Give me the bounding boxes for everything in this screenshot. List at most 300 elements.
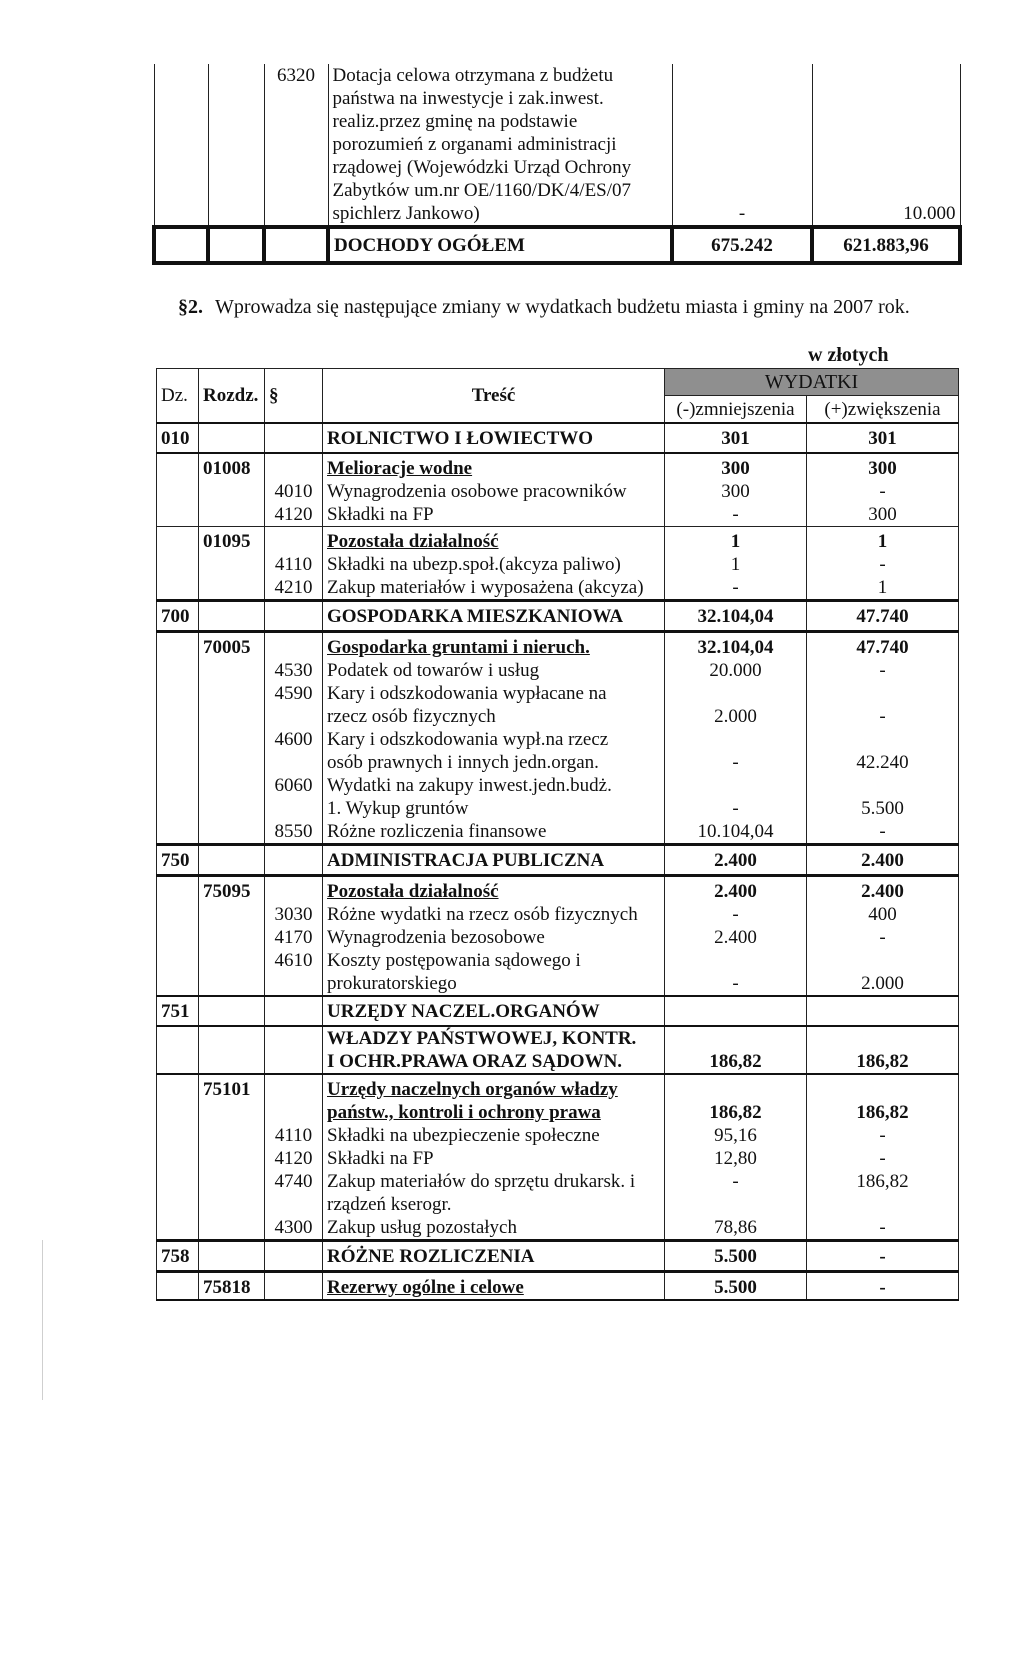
cell-tresc: I OCHR.PRAWA ORAZ SĄDOWN. xyxy=(323,1050,665,1074)
cell-minus xyxy=(665,682,807,705)
cell-rozdz xyxy=(199,480,265,503)
cell-dz xyxy=(154,202,208,227)
cell-plus xyxy=(807,1193,959,1216)
cell-plus xyxy=(812,64,960,87)
cell-tresc: Zakup materiałów i wyposażena (akcyza) xyxy=(323,576,665,601)
cell-rozdz: 01095 xyxy=(199,527,265,554)
cell-plus xyxy=(812,179,960,202)
table-row xyxy=(157,949,959,972)
cell-tresc: GOSPODARKA MIESZKANIOWA xyxy=(323,601,665,632)
cell-minus xyxy=(665,949,807,972)
cell-rozdz: 75818 xyxy=(199,1272,265,1301)
paragraph-mark: §2. xyxy=(178,296,203,318)
cell-tresc: Pozostała działalność xyxy=(323,876,665,904)
cell-rozdz xyxy=(199,659,265,682)
cell-tresc: Zabytków um.nr OE/1160/DK/4/ES/07 xyxy=(328,179,672,202)
paragraph-2 xyxy=(178,296,910,319)
cell-dz xyxy=(157,876,199,904)
cell-plus: - xyxy=(807,1147,959,1170)
table-row xyxy=(157,576,959,601)
table-row xyxy=(154,110,960,133)
cell-dz xyxy=(157,1050,199,1074)
cell-minus: - xyxy=(665,1170,807,1193)
cell-tresc: Kary i odszkodowania wypłacane na xyxy=(323,682,665,705)
cell-rozdz xyxy=(199,1241,265,1272)
cell-paragraph xyxy=(265,601,323,632)
table-row xyxy=(154,87,960,110)
cell-dz xyxy=(154,227,208,263)
cell-dz xyxy=(157,820,199,845)
cell-minus: 32.104,04 xyxy=(665,601,807,632)
cell-tresc: Koszty postępowania sądowego i xyxy=(323,949,665,972)
cell-plus: 5.500 xyxy=(807,797,959,820)
table-row xyxy=(154,133,960,156)
cell-plus: 2.400 xyxy=(807,876,959,904)
cell-tresc: państw., kontroli i ochrony prawa xyxy=(323,1101,665,1124)
cell-paragraph xyxy=(265,845,323,876)
cell-tresc: Wydatki na zakupy inwest.jedn.budż. xyxy=(323,774,665,797)
cell-rozdz: 70005 xyxy=(199,632,265,660)
cell-rozdz xyxy=(208,202,264,227)
cell-minus: - xyxy=(665,972,807,996)
cell-paragraph: 4010 xyxy=(265,480,323,503)
cell-rozdz xyxy=(199,903,265,926)
cell-minus: 300 xyxy=(665,480,807,503)
header-wydatki: WYDATKI xyxy=(665,369,959,396)
cell-plus xyxy=(812,110,960,133)
chapter-row xyxy=(157,527,959,554)
cell-minus: 1 xyxy=(665,553,807,576)
cell-plus xyxy=(807,1074,959,1101)
cell-tresc: Składki na ubezp.społ.(akcyza paliwo) xyxy=(323,553,665,576)
cell-plus xyxy=(812,133,960,156)
cell-rozdz xyxy=(208,133,264,156)
cell-dz: 700 xyxy=(157,601,199,632)
table-row xyxy=(157,682,959,705)
cell-tresc: Podatek od towarów i usług xyxy=(323,659,665,682)
table-row xyxy=(157,820,959,845)
cell-minus: 12,80 xyxy=(665,1147,807,1170)
cell-minus: 78,86 xyxy=(665,1216,807,1241)
cell-rozdz xyxy=(208,227,264,263)
cell-paragraph xyxy=(265,632,323,660)
cell-paragraph xyxy=(265,797,323,820)
cell-minus: - xyxy=(665,797,807,820)
cell-dz xyxy=(157,1216,199,1241)
cell-rozdz xyxy=(199,820,265,845)
cell-tresc: Składki na ubezpieczenie społeczne xyxy=(323,1124,665,1147)
cell-plus: - xyxy=(807,1216,959,1241)
cell-rozdz xyxy=(199,682,265,705)
section-row xyxy=(157,423,959,453)
cell-tresc: Gospodarka gruntami i nieruch. xyxy=(323,632,665,660)
cell-dz xyxy=(157,1101,199,1124)
cell-paragraph: 4120 xyxy=(265,503,323,527)
cell-rozdz xyxy=(199,1101,265,1124)
table-row xyxy=(157,926,959,949)
cell-minus: - xyxy=(672,202,812,227)
cell-dz xyxy=(154,87,208,110)
header-minus: (-)zmniejszenia xyxy=(665,396,807,424)
cell-rozdz xyxy=(199,751,265,774)
table-row xyxy=(157,797,959,820)
cell-tresc: państwa na inwestycje i zak.inwest. xyxy=(328,87,672,110)
cell-paragraph: 4110 xyxy=(265,553,323,576)
cell-tresc: Zakup usług pozostałych xyxy=(323,1216,665,1241)
cell-dz xyxy=(157,659,199,682)
cell-dz xyxy=(157,972,199,996)
cell-dz xyxy=(157,797,199,820)
cell-rozdz xyxy=(199,601,265,632)
cell-dz xyxy=(157,728,199,751)
cell-plus: - xyxy=(807,1124,959,1147)
revenue-table-fragment xyxy=(152,64,962,265)
cell-plus: 47.740 xyxy=(807,601,959,632)
table-row xyxy=(157,728,959,751)
cell-minus: 2.400 xyxy=(665,845,807,876)
section-row xyxy=(157,601,959,632)
cell-rozdz xyxy=(208,179,264,202)
cell-dz xyxy=(157,926,199,949)
cell-paragraph xyxy=(265,1241,323,1272)
cell-minus: 95,16 xyxy=(665,1124,807,1147)
chapter-row xyxy=(157,632,959,660)
cell-tresc: 1. Wykup gruntów xyxy=(323,797,665,820)
chapter-row xyxy=(157,1074,959,1101)
cell-paragraph xyxy=(265,996,323,1026)
cell-paragraph xyxy=(265,1074,323,1101)
cell-rozdz xyxy=(199,1124,265,1147)
cell-minus: 1 xyxy=(665,527,807,554)
cell-plus: 1 xyxy=(807,527,959,554)
header-paragraph: § xyxy=(265,369,323,424)
cell-paragraph xyxy=(264,110,328,133)
cell-minus: - xyxy=(665,751,807,774)
cell-rozdz: 75095 xyxy=(199,876,265,904)
cell-plus: 186,82 xyxy=(807,1050,959,1074)
cell-plus xyxy=(807,774,959,797)
cell-plus: 300 xyxy=(807,503,959,527)
cell-plus: 2.400 xyxy=(807,845,959,876)
cell-paragraph xyxy=(265,1272,323,1301)
table-row xyxy=(157,1124,959,1147)
cell-tresc: porozumień z organami administracji xyxy=(328,133,672,156)
cell-minus xyxy=(672,133,812,156)
header-rozdz: Rozdz. xyxy=(199,369,265,424)
header-tresc: Treść xyxy=(323,369,665,424)
table-row xyxy=(157,480,959,503)
cell-dz xyxy=(157,1272,199,1301)
cell-dz xyxy=(154,156,208,179)
cell-paragraph: 4610 xyxy=(265,949,323,972)
table-row xyxy=(157,903,959,926)
cell-rozdz xyxy=(199,1170,265,1193)
cell-paragraph xyxy=(265,705,323,728)
cell-rozdz xyxy=(199,774,265,797)
cell-minus: 5.500 xyxy=(665,1272,807,1301)
cell-paragraph xyxy=(264,156,328,179)
cell-rozdz xyxy=(199,576,265,601)
cell-tresc: rzecz osób fizycznych xyxy=(323,705,665,728)
cell-tresc: Różne wydatki na rzecz osób fizycznych xyxy=(323,903,665,926)
cell-tresc: Dotacja celowa otrzymana z budżetu xyxy=(328,64,672,87)
cell-plus xyxy=(807,949,959,972)
cell-dz: 010 xyxy=(157,423,199,453)
cell-tresc: Kary i odszkodowania wypł.na rzecz xyxy=(323,728,665,751)
cell-minus: - xyxy=(665,903,807,926)
cell-tresc: Urzędy naczelnych organów władzy xyxy=(323,1074,665,1101)
table-row xyxy=(157,774,959,797)
cell-plus xyxy=(812,156,960,179)
cell-tresc: ADMINISTRACJA PUBLICZNA xyxy=(323,845,665,876)
cell-dz xyxy=(154,179,208,202)
cell-plus: 1 xyxy=(807,576,959,601)
cell-dz xyxy=(157,527,199,554)
cell-tresc: Składki na FP xyxy=(323,1147,665,1170)
cell-paragraph: 6060 xyxy=(265,774,323,797)
cell-rozdz xyxy=(199,503,265,527)
cell-rozdz xyxy=(199,996,265,1026)
section-row xyxy=(157,996,959,1026)
cell-rozdz xyxy=(199,845,265,876)
cell-plus: - xyxy=(807,480,959,503)
cell-tresc: URZĘDY NACZEL.ORGANÓW xyxy=(323,996,665,1026)
cell-dz: 758 xyxy=(157,1241,199,1272)
chapter-row xyxy=(157,1272,959,1301)
cell-rozdz xyxy=(199,1147,265,1170)
cell-tresc: ROLNICTWO I ŁOWIECTWO xyxy=(323,423,665,453)
table-row xyxy=(157,503,959,527)
cell-minus xyxy=(672,87,812,110)
cell-minus xyxy=(665,1193,807,1216)
cell-dz xyxy=(157,632,199,660)
cell-tresc: RÓŻNE ROZLICZENIA xyxy=(323,1241,665,1272)
cell-paragraph: 4300 xyxy=(265,1216,323,1241)
cell-dz xyxy=(157,1026,199,1050)
cell-paragraph xyxy=(265,1026,323,1050)
unit-label: w złotych xyxy=(808,344,889,366)
table-row xyxy=(157,553,959,576)
cell-paragraph xyxy=(265,453,323,480)
cell-plus: - xyxy=(807,1241,959,1272)
expenditure-table xyxy=(156,368,959,1301)
header-dz: Dz. xyxy=(157,369,199,424)
cell-rozdz xyxy=(199,1050,265,1074)
cell-dz xyxy=(157,1170,199,1193)
cell-rozdz: 75101 xyxy=(199,1074,265,1101)
section-row xyxy=(157,845,959,876)
cell-dz xyxy=(157,1074,199,1101)
total-row xyxy=(154,227,960,263)
cell-rozdz xyxy=(199,1216,265,1241)
cell-minus: 20.000 xyxy=(665,659,807,682)
cell-minus: 10.104,04 xyxy=(665,820,807,845)
cell-rozdz xyxy=(199,705,265,728)
cell-paragraph: 4600 xyxy=(265,728,323,751)
table-row xyxy=(157,1147,959,1170)
cell-paragraph xyxy=(265,423,323,453)
chapter-row xyxy=(157,876,959,904)
cell-minus: 5.500 xyxy=(665,1241,807,1272)
table-row xyxy=(154,64,960,87)
section-row-continued xyxy=(157,1026,959,1050)
paragraph-text: Wprowadza się następujące zmiany w wydatkach budżetu miasta i gminy na 2007 rok. xyxy=(215,296,910,318)
cell-dz: 751 xyxy=(157,996,199,1026)
cell-dz xyxy=(157,1193,199,1216)
cell-paragraph xyxy=(265,972,323,996)
cell-paragraph xyxy=(265,527,323,554)
cell-tresc: Pozostała działalność xyxy=(323,527,665,554)
cell-minus xyxy=(672,64,812,87)
cell-plus xyxy=(807,1026,959,1050)
cell-tresc: Zakup materiałów do sprzętu drukarsk. i xyxy=(323,1170,665,1193)
cell-plus xyxy=(807,682,959,705)
cell-tresc: osób prawnych i innych jedn.organ. xyxy=(323,751,665,774)
cell-plus: - xyxy=(807,820,959,845)
section-row xyxy=(157,1241,959,1272)
cell-tresc: rządowej (Wojewódzki Urząd Ochrony xyxy=(328,156,672,179)
chapter-row xyxy=(157,453,959,480)
cell-rozdz xyxy=(199,797,265,820)
cell-minus xyxy=(665,1026,807,1050)
cell-dz xyxy=(154,133,208,156)
cell-dz xyxy=(157,751,199,774)
cell-minus xyxy=(672,110,812,133)
cell-minus xyxy=(665,1074,807,1101)
cell-rozdz xyxy=(208,87,264,110)
table-row xyxy=(157,1170,959,1193)
cell-minus xyxy=(665,996,807,1026)
cell-plus: - xyxy=(807,926,959,949)
cell-paragraph xyxy=(264,179,328,202)
cell-paragraph xyxy=(264,202,328,227)
cell-tresc: Melioracje wodne xyxy=(323,453,665,480)
cell-dz xyxy=(157,705,199,728)
cell-dz xyxy=(157,903,199,926)
cell-paragraph xyxy=(265,876,323,904)
cell-plus: 301 xyxy=(807,423,959,453)
cell-paragraph: 4530 xyxy=(265,659,323,682)
cell-minus: 2.000 xyxy=(665,705,807,728)
header-plus: (+)zwiększenia xyxy=(807,396,959,424)
cell-dz xyxy=(154,110,208,133)
cell-paragraph: 4590 xyxy=(265,682,323,705)
cell-minus: 2.400 xyxy=(665,926,807,949)
cell-rozdz xyxy=(208,110,264,133)
cell-paragraph: 4170 xyxy=(265,926,323,949)
cell-plus xyxy=(812,87,960,110)
cell-minus: 32.104,04 xyxy=(665,632,807,660)
cell-minus xyxy=(665,728,807,751)
cell-dz xyxy=(157,1147,199,1170)
cell-dz: 750 xyxy=(157,845,199,876)
cell-dz xyxy=(157,949,199,972)
cell-dz xyxy=(157,503,199,527)
cell-minus xyxy=(672,156,812,179)
cell-tresc: Wynagrodzenia osobowe pracowników xyxy=(323,480,665,503)
table-row xyxy=(154,202,960,227)
cell-tresc: rządzeń kserogr. xyxy=(323,1193,665,1216)
chapter-row-continued xyxy=(157,1101,959,1124)
cell-tresc: spichlerz Jankowo) xyxy=(328,202,672,227)
cell-plus xyxy=(807,996,959,1026)
cell-rozdz xyxy=(199,972,265,996)
cell-paragraph: 4210 xyxy=(265,576,323,601)
cell-tresc: realiz.przez gminę na podstawie xyxy=(328,110,672,133)
table-row xyxy=(157,659,959,682)
cell-plus: 2.000 xyxy=(807,972,959,996)
table-row xyxy=(157,751,959,774)
cell-rozdz xyxy=(208,156,264,179)
cell-plus: - xyxy=(807,705,959,728)
cell-plus: 10.000 xyxy=(812,202,960,227)
cell-dz xyxy=(157,774,199,797)
left-page-edge xyxy=(42,1240,43,1400)
cell-tresc: Wynagrodzenia bezosobowe xyxy=(323,926,665,949)
cell-tresc: WŁADZY PAŃSTWOWEJ, KONTR. xyxy=(323,1026,665,1050)
cell-dz xyxy=(157,553,199,576)
cell-paragraph: 3030 xyxy=(265,903,323,926)
total-minus: 675.242 xyxy=(672,227,812,263)
cell-paragraph xyxy=(265,1101,323,1124)
cell-dz xyxy=(157,1124,199,1147)
table-row xyxy=(157,705,959,728)
table-row xyxy=(157,972,959,996)
cell-paragraph: 4120 xyxy=(265,1147,323,1170)
cell-rozdz xyxy=(199,926,265,949)
table-row xyxy=(157,1216,959,1241)
cell-minus: 300 xyxy=(665,453,807,480)
cell-rozdz xyxy=(208,64,264,87)
cell-rozdz xyxy=(199,553,265,576)
cell-tresc: Różne rozliczenia finansowe xyxy=(323,820,665,845)
cell-plus: 300 xyxy=(807,453,959,480)
cell-paragraph: 4740 xyxy=(265,1170,323,1193)
table-row xyxy=(154,179,960,202)
cell-paragraph xyxy=(265,751,323,774)
cell-paragraph: 6320 xyxy=(264,64,328,87)
cell-tresc: prokuratorskiego xyxy=(323,972,665,996)
cell-plus: 47.740 xyxy=(807,632,959,660)
cell-rozdz xyxy=(199,728,265,751)
table-row xyxy=(154,156,960,179)
cell-plus: - xyxy=(807,553,959,576)
cell-minus: - xyxy=(665,503,807,527)
cell-dz xyxy=(157,576,199,601)
cell-rozdz xyxy=(199,949,265,972)
total-plus: 621.883,96 xyxy=(812,227,960,263)
table-row xyxy=(157,1193,959,1216)
cell-minus: 186,82 xyxy=(665,1101,807,1124)
cell-plus: 42.240 xyxy=(807,751,959,774)
cell-paragraph xyxy=(264,227,328,263)
cell-dz xyxy=(157,453,199,480)
cell-plus: - xyxy=(807,1272,959,1301)
cell-rozdz xyxy=(199,423,265,453)
cell-plus xyxy=(807,728,959,751)
cell-minus: - xyxy=(665,576,807,601)
cell-paragraph xyxy=(265,1193,323,1216)
cell-minus: 2.400 xyxy=(665,876,807,904)
cell-tresc: Rezerwy ogólne i celowe xyxy=(323,1272,665,1301)
cell-tresc: Składki na FP xyxy=(323,503,665,527)
cell-paragraph: 4110 xyxy=(265,1124,323,1147)
cell-plus: - xyxy=(807,659,959,682)
cell-dz xyxy=(154,64,208,87)
cell-paragraph xyxy=(264,87,328,110)
cell-dz xyxy=(157,480,199,503)
cell-dz xyxy=(157,682,199,705)
